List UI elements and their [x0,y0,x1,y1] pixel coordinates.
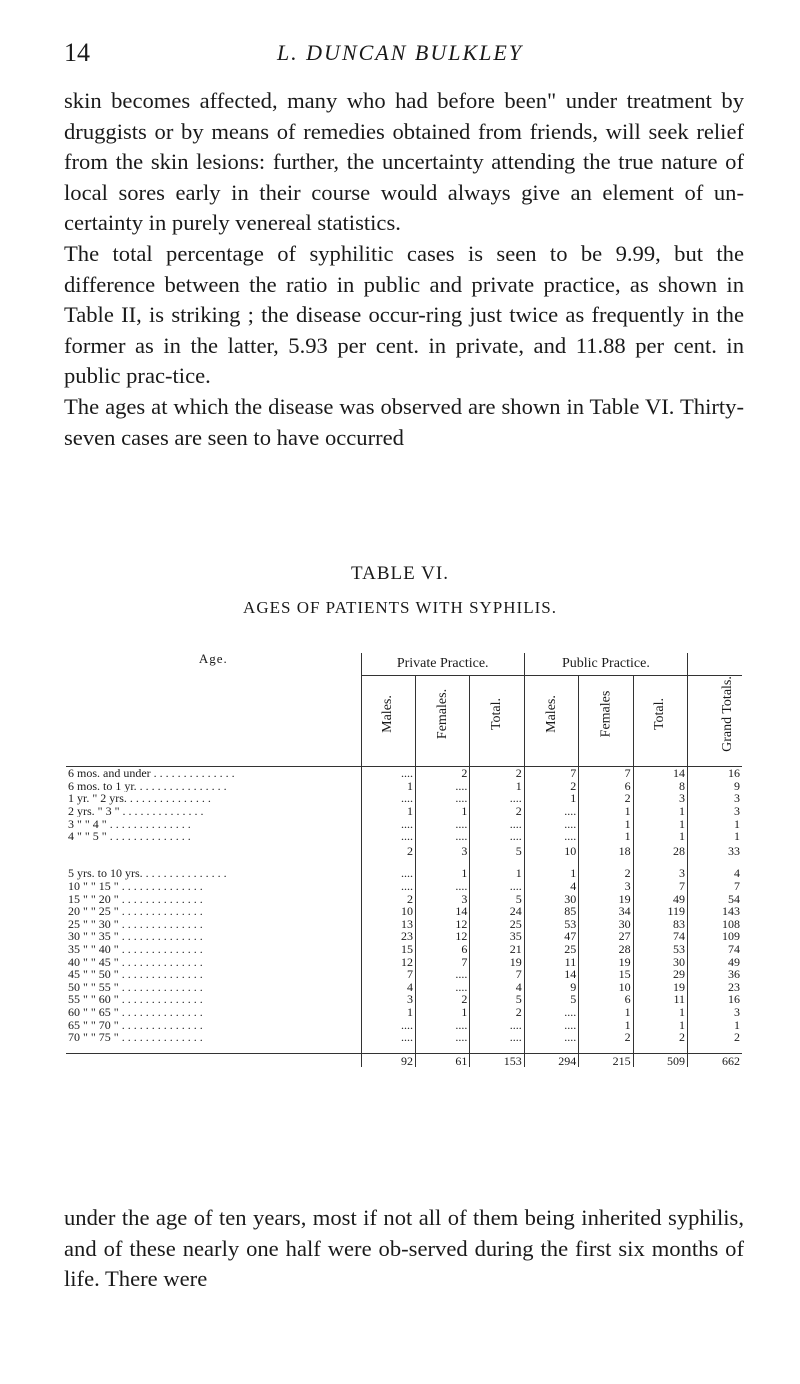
age-range-cell: 60 " " 65 " . . . . . . . . . . . . . . [66,1006,361,1019]
value-cell: 1 [415,867,469,880]
value-cell: 25 [470,918,524,931]
age-range-cell: 10 " " 15 " . . . . . . . . . . . . . . [66,880,361,893]
value-cell: .... [524,817,578,830]
column-header: Total. [470,676,524,753]
value-cell: 19 [633,981,687,994]
value-cell: 2 [470,1006,524,1019]
value-cell: .... [361,817,415,830]
value-cell: 1 [524,867,578,880]
value-cell: 6 [415,943,469,956]
value-cell: 1 [361,805,415,818]
value-cell: 30 [633,955,687,968]
table-row [66,805,742,818]
running-title: L. DUNCAN BULKLEY [276,40,524,65]
value-cell: 1 [633,1006,687,1019]
value-cell: 47 [524,930,578,943]
value-cell: 2 [415,767,469,780]
value-cell: 4 [524,880,578,893]
total-cell: 509 [633,1054,687,1067]
value-cell: 10 [579,981,633,994]
value-cell: 12 [415,930,469,943]
value-cell: 74 [633,930,687,943]
value-cell: .... [415,1018,469,1031]
age-range-cell: 3 " " 4 " . . . . . . . . . . . . . . [66,817,361,830]
value-cell: 74 [728,942,740,957]
value-cell: 108 [722,916,740,931]
value-cell: 1 [633,1018,687,1031]
value-cell: 119 [633,905,687,918]
value-cell: 35 [470,930,524,943]
age-range-cell: 45 " " 50 " . . . . . . . . . . . . . . [66,968,361,981]
total-cell: 294 [524,1054,578,1067]
value-cell: 1 [579,1006,633,1019]
value-cell: 143 [722,904,740,919]
table-subtitle: AGES OF PATIENTS WITH SYPHILIS. [243,598,557,617]
value-cell: 83 [633,918,687,931]
value-cell: 2 [470,767,524,780]
value-cell: 2 [415,993,469,1006]
value-cell: 10 [361,905,415,918]
column-header: Males. [524,676,578,753]
value-cell: 13 [361,918,415,931]
value-cell: .... [361,767,415,780]
value-cell: 12 [415,918,469,931]
value-cell: .... [415,817,469,830]
value-cell: 5 [470,892,524,905]
value-cell: 21 [470,943,524,956]
table-row [66,880,742,893]
totals-row [66,1054,742,1067]
value-cell: 7 [361,968,415,981]
value-cell: .... [361,1018,415,1031]
value-cell: 8 [633,780,687,793]
total-cell: 215 [579,1054,633,1067]
value-cell: 19 [579,892,633,905]
value-cell: 7 [633,880,687,893]
value-cell: 1 [734,829,740,844]
value-cell: 3 [579,880,633,893]
value-cell: 3 [633,792,687,805]
value-cell: 85 [524,905,578,918]
value-cell: .... [524,830,578,843]
value-cell: 28 [579,943,633,956]
paragraph: under the age of ten years, most if not all of them being inherited syphilis, and of these nearly one half were ob-served during the first six months of life. There were [64,1205,744,1292]
value-cell: .... [361,1031,415,1044]
age-range-cell: 2 yrs. " 3 " . . . . . . . . . . . . . . [66,805,361,818]
value-cell: .... [415,981,469,994]
value-cell: 53 [633,943,687,956]
total-cell: 92 [361,1054,415,1067]
value-cell: 109 [722,929,740,944]
table-row [66,892,742,905]
value-cell: 1 [633,830,687,843]
value-cell: 11 [524,955,578,968]
age-range-cell: 20 " " 25 " . . . . . . . . . . . . . . [66,905,361,918]
paragraph: skin becomes affected, many who had before been" under treatment by druggists or by means of remedies obtained from friends, will seek relief from the skin lesions: further, the uncertainty attending the true nature of local sores early in their course would always give an element of un-certainty in purely venereal statistics. [64,88,744,236]
value-cell: .... [415,1031,469,1044]
age-range-cell: 65 " " 70 " . . . . . . . . . . . . . . [66,1018,361,1031]
subtotal-cell: 3 [415,843,469,858]
value-cell: 19 [470,955,524,968]
value-cell: 9 [734,778,740,793]
value-cell: 1 [415,1006,469,1019]
value-cell: 23 [361,930,415,943]
column-header: Males. [361,676,415,753]
column-header: Total. [633,676,687,753]
value-cell: .... [524,1018,578,1031]
value-cell: 3 [734,1004,740,1019]
total-cell: 662 [688,1054,742,1067]
table-row [66,930,742,943]
value-cell: 36 [728,967,740,982]
body-text-top [64,86,744,453]
value-cell: .... [415,792,469,805]
body-text-bottom [64,1203,744,1295]
value-cell: 7 [470,968,524,981]
value-cell: 1 [524,792,578,805]
subtotal-row [66,843,742,858]
value-cell: 30 [524,892,578,905]
total-cell: 153 [470,1054,524,1067]
value-cell: 29 [633,968,687,981]
value-cell: 15 [361,943,415,956]
value-cell: 7 [524,767,578,780]
value-cell: 23 [728,979,740,994]
value-cell: 54 [728,891,740,906]
value-cell: 49 [633,892,687,905]
subtotal-cell: 10 [524,843,578,858]
value-cell: .... [415,880,469,893]
value-cell: 16 [728,766,740,781]
value-cell: 6 [579,780,633,793]
value-cell: 3 [361,993,415,1006]
age-range-cell: 30 " " 35 " . . . . . . . . . . . . . . [66,930,361,943]
value-cell: .... [361,867,415,880]
table-row [66,767,742,780]
table-row [66,955,742,968]
value-cell: 1 [361,780,415,793]
table-row [66,792,742,805]
value-cell: 34 [579,905,633,918]
age-range-cell: 5 yrs. to 10 yrs. . . . . . . . . . . . . . . [66,867,361,880]
value-cell: 6 [579,993,633,1006]
value-cell: 1 [579,1018,633,1031]
value-cell: .... [524,1006,578,1019]
value-cell: 49 [728,954,740,969]
public-practice-header: Public Practice. [524,653,687,676]
subtotal-cell: 28 [633,843,687,858]
value-cell: 1 [361,1006,415,1019]
table-row [66,1018,742,1031]
total-cell: 61 [415,1054,469,1067]
value-cell: .... [470,880,524,893]
value-cell: 3 [734,791,740,806]
age-range-cell: 50 " " 55 " . . . . . . . . . . . . . . [66,981,361,994]
age-range-cell: 40 " " 45 " . . . . . . . . . . . . . . [66,955,361,968]
value-cell: 19 [579,955,633,968]
value-cell: 2 [579,1031,633,1044]
table-row [66,968,742,981]
age-column-header: Age. [66,653,361,752]
subtotal-cell: 2 [361,843,415,858]
value-cell: 2 [633,1031,687,1044]
value-cell: 2 [470,805,524,818]
value-cell: 2 [579,792,633,805]
value-cell: .... [361,792,415,805]
value-cell: .... [361,830,415,843]
value-cell: 2 [524,780,578,793]
value-cell: .... [415,830,469,843]
paragraph: The ages at which the disease was observed are shown in Table VI. Thirty-seven cases are seen to have occurred [64,393,744,450]
value-cell: 1 [734,816,740,831]
value-cell: 14 [524,968,578,981]
value-cell: 1 [415,805,469,818]
age-range-cell: 1 yr. " 2 yrs. . . . . . . . . . . . . . . [66,792,361,805]
value-cell: 24 [470,905,524,918]
age-range-cell: 55 " " 60 " . . . . . . . . . . . . . . [66,993,361,1006]
value-cell: .... [470,792,524,805]
value-cell: 2 [361,892,415,905]
table-caption: TABLE VI. [351,563,449,584]
age-range-cell: 6 mos. and under . . . . . . . . . . . . . . [66,767,361,780]
running-head [64,38,736,72]
table-row [66,780,742,793]
table-row [66,867,742,880]
table-row [66,817,742,830]
column-header: Grand Totals. [719,676,735,752]
value-cell: 9 [524,981,578,994]
private-practice-header: Private Practice. [361,653,524,676]
value-cell: .... [361,880,415,893]
value-cell: .... [524,1031,578,1044]
value-cell: .... [415,780,469,793]
data-table-wrapper [66,653,742,1147]
value-cell: 1 [579,830,633,843]
table-group-five-and-over [66,867,742,1043]
data-table [66,653,742,1067]
column-header: Females. [415,676,469,753]
value-cell: 3 [415,892,469,905]
value-cell: 4 [734,866,740,881]
page-number: 14 [64,38,90,67]
value-cell: 11 [633,993,687,1006]
value-cell: 7 [579,767,633,780]
value-cell: 14 [415,905,469,918]
value-cell: 14 [633,767,687,780]
table-group-under-five [66,767,742,843]
age-range-cell: 35 " " 40 " . . . . . . . . . . . . . . [66,943,361,956]
column-header: Females [579,676,633,753]
value-cell: 53 [524,918,578,931]
value-cell: 1 [470,867,524,880]
value-cell: .... [470,1031,524,1044]
subtotal-cell: 18 [579,843,633,858]
value-cell: 1 [633,817,687,830]
value-cell: .... [524,805,578,818]
age-range-cell: 25 " " 30 " . . . . . . . . . . . . . . [66,918,361,931]
value-cell: 2 [579,867,633,880]
table-row [66,1006,742,1019]
value-cell: 4 [470,981,524,994]
table-row [66,905,742,918]
value-cell: 1 [470,780,524,793]
value-cell: 3 [734,804,740,819]
value-cell: 30 [579,918,633,931]
value-cell: 25 [524,943,578,956]
value-cell: 5 [524,993,578,1006]
value-cell: 7 [734,879,740,894]
value-cell: 12 [361,955,415,968]
value-cell: .... [470,830,524,843]
value-cell: .... [470,1018,524,1031]
age-range-cell: 6 mos. to 1 yr. . . . . . . . . . . . . . . . [66,780,361,793]
value-cell: 3 [633,867,687,880]
age-range-cell: 15 " " 20 " . . . . . . . . . . . . . . [66,892,361,905]
value-cell: 1 [579,817,633,830]
value-cell: 2 [734,1030,740,1045]
value-cell: 4 [361,981,415,994]
value-cell: 15 [579,968,633,981]
value-cell: 16 [728,992,740,1007]
table-row [66,918,742,931]
table-row [66,993,742,1006]
table-row [66,1031,742,1044]
value-cell: .... [470,817,524,830]
table-row [66,830,742,843]
subtotal-cell: 33 [728,843,740,858]
value-cell: .... [415,968,469,981]
value-cell: 1 [734,1017,740,1032]
age-range-cell: 70 " " 75 " . . . . . . . . . . . . . . [66,1031,361,1044]
table-row [66,943,742,956]
value-cell: 27 [579,930,633,943]
value-cell: 1 [579,805,633,818]
subtotal-cell: 5 [470,843,524,858]
table-row [66,981,742,994]
age-range-cell: 4 " " 5 " . . . . . . . . . . . . . . [66,830,361,843]
paragraph: The total percentage of syphilitic cases is seen to be 9.99, but the difference between the ratio in public and private practice, as shown in Table II, is striking ; the disease occur-ring just twice as frequently in the former as in the latter, 5.93 per cent. in private, and 11.88 per cent. in public prac-tice. [64,240,744,389]
value-cell: 1 [633,805,687,818]
value-cell: 7 [415,955,469,968]
value-cell: 5 [470,993,524,1006]
